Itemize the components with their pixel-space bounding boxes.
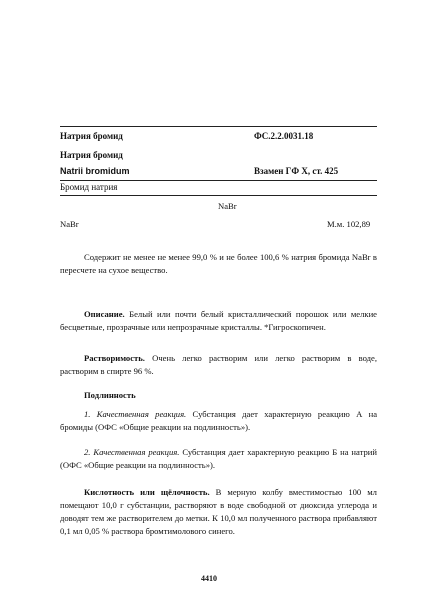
replaces-note: Взамен ГФ X, ст. 425	[254, 166, 339, 176]
latin-name: Natrii bromidum	[60, 166, 130, 176]
description-text: Белый или почти белый кристаллический порошок или мелкие бесцветные, прозрачные или непрозрачные кристаллы. *Гигроскопичен.	[60, 309, 377, 332]
identity-1-text: Субстанция дает характерную реакцию А на бромиды (ОФС «Общие реакции на подлинность»).	[60, 409, 378, 432]
solubility-text: Очень легко растворим или легко растворим в воде, растворим в спирте 96 %.	[60, 353, 377, 376]
formula-center: NaBr	[218, 201, 237, 211]
identity-2-text: Субстанция дает характерную реакцию Б на натрий (ОФС «Общие реакции на подлинность»).	[60, 447, 377, 470]
identity-heading: Подлинность	[84, 390, 136, 400]
identity-2-paragraph	[60, 446, 377, 472]
content-paragraph: Содержит не менее не менее 99,0 % и не более 100,6 % натрия бромида NaBr в пересчете на сухое вещество.	[60, 252, 377, 275]
description-paragraph	[60, 308, 377, 334]
molar-mass: М.м. 102,89	[327, 219, 371, 229]
identity-2-label: 2. Качественная реакция.	[84, 447, 180, 457]
solubility-paragraph	[60, 352, 377, 378]
description-label: Описание.	[84, 309, 125, 319]
header-rule-2	[60, 195, 377, 196]
acidity-text: В мерную колбу вместимостью 100 мл помещают 10,0 г субстанции, растворяют в воде свободной от диоксида углерода и доводят тем же растворителем до метки. К 10,0 мл полученного раствора прибавляют 0,1 мл 0,05 % раствора бромтимолового синего.	[60, 487, 377, 536]
page-number: 4410	[201, 574, 217, 583]
acidity-label: Кислотность или щёлочность.	[84, 487, 210, 497]
title-ru: Натрия бромид	[60, 131, 123, 141]
identity-1-label: 1. Качественная реакция.	[84, 409, 187, 419]
acidity-paragraph	[60, 486, 377, 538]
top-rule	[60, 126, 377, 127]
subtitle-ru: Натрия бромид	[60, 150, 123, 160]
identity-1-paragraph	[60, 408, 377, 434]
solubility-label: Растворимость.	[84, 353, 145, 363]
header-rule-1	[60, 180, 377, 181]
formula-left: NaBr	[60, 219, 79, 229]
monograph-code: ФС.2.2.0031.18	[254, 131, 314, 141]
synonym: Бромид натрия	[60, 182, 118, 192]
